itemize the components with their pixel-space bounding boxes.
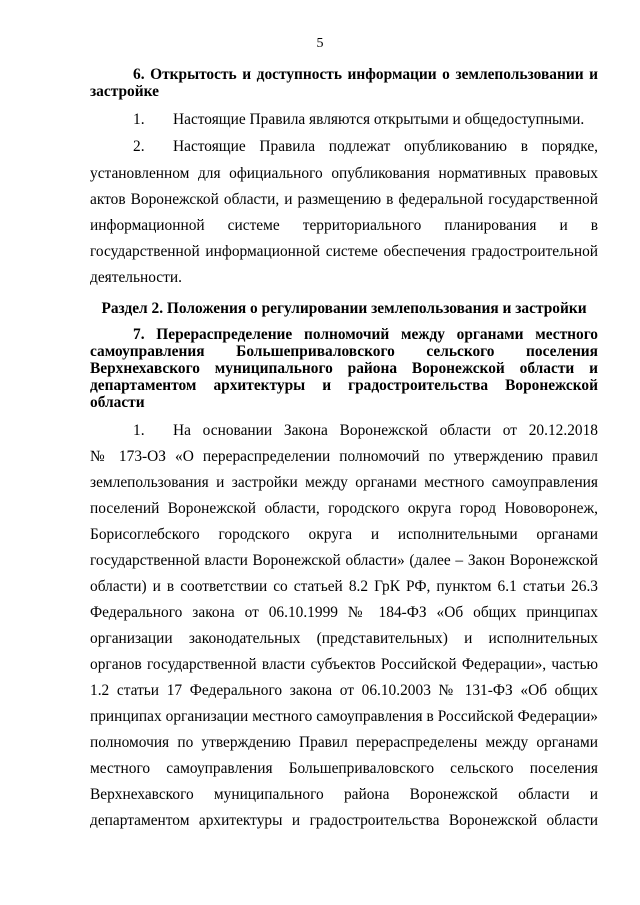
section-7-item-1-line: поселений Воронежской области, городского округа город Нововоронеж,: [90, 500, 598, 517]
section-7-item-1-line: Борисоглебского городского округа и исполнительными органами: [90, 526, 598, 543]
section-7-item-1-line: 1.2 статьи 17 Федерального закона от 06.10.2003 № 131-ФЗ «Об общих: [90, 682, 598, 699]
section-7-item-1-line: полномочия по утверждению Правил перераспределены между органами: [90, 734, 598, 751]
item-text: Настоящие Правила подлежат опубликованию в порядке,: [173, 138, 598, 155]
section-7-heading-line: области: [90, 394, 145, 411]
section-7-item-1-line: департаментом архитектуры и градостроительства Воронежской области: [90, 812, 598, 829]
page-number: 5: [316, 36, 324, 51]
section-6-item-2-line: деятельности.: [90, 269, 182, 286]
section-6-item-2-line: информационной системе территориального планирования и в: [90, 217, 598, 234]
section-7-heading-line: департаментом архитектуры и градостроительства Воронежской: [90, 377, 598, 394]
item-text: Настоящие Правила являются открытыми и общедоступными.: [173, 111, 585, 128]
section-7-item-1-line: № 173-ОЗ «О перераспределении полномочий по утверждению правил: [90, 448, 598, 465]
section-6-item-2-line: государственной информационной системе обеспечения градостроительной: [90, 243, 598, 260]
section-7-item-1-line: принципах организации местного самоуправления в Российской Федерации»: [90, 708, 598, 725]
item-number: 2.: [133, 138, 145, 155]
section-7-heading-line: 7. Перераспределение полномочий между органами местного: [133, 326, 598, 343]
section-7-item-1-line: органов государственной власти субъектов Российской Федерации», частью: [90, 656, 598, 673]
section-6-item-2-line: установленном для официального опубликования нормативных правовых: [90, 165, 598, 182]
section-7-item-1-line: области) и в соответствии со статьей 8.2 ГрК РФ, пунктом 6.1 статьи 26.3: [90, 578, 598, 595]
part-2-title: Раздел 2. Положения о регулировании землепользования и застройки: [101, 300, 587, 317]
section-7-heading-line: Верхнехавского муниципального района Воронежской области и: [90, 360, 598, 377]
section-7-heading-line: самоуправления Большеприваловского сельского поселения: [90, 343, 598, 360]
section-7-item-1-line: Верхнехавского муниципального района Воронежской области и: [90, 786, 598, 803]
section-7-item-1-line: Федерального закона от 06.10.1999 № 184-ФЗ «Об общих принципах: [90, 604, 598, 621]
section-6-heading-line-2: застройке: [90, 83, 159, 100]
section-7-item-1-line: государственной власти Воронежской области» (далее – Закон Воронежской: [90, 552, 598, 569]
section-7-item-1-line: местного самоуправления Большеприваловского сельского поселения: [90, 760, 598, 777]
item-number: 1.: [133, 422, 145, 439]
item-number: 1.: [133, 111, 145, 128]
section-7-item-1-line: землепользования и застройки между органами местного самоуправления: [90, 474, 598, 491]
section-7-item-1-line: организации законодательных (представительных) и исполнительных: [90, 630, 598, 647]
section-6-heading-line-1: 6. Открытость и доступность информации о землепользовании и: [133, 66, 598, 83]
item-text: На основании Закона Воронежской области от 20.12.2018: [173, 422, 598, 439]
section-6-item-2-line: актов Воронежской области, и размещению в федеральной государственной: [90, 191, 598, 208]
